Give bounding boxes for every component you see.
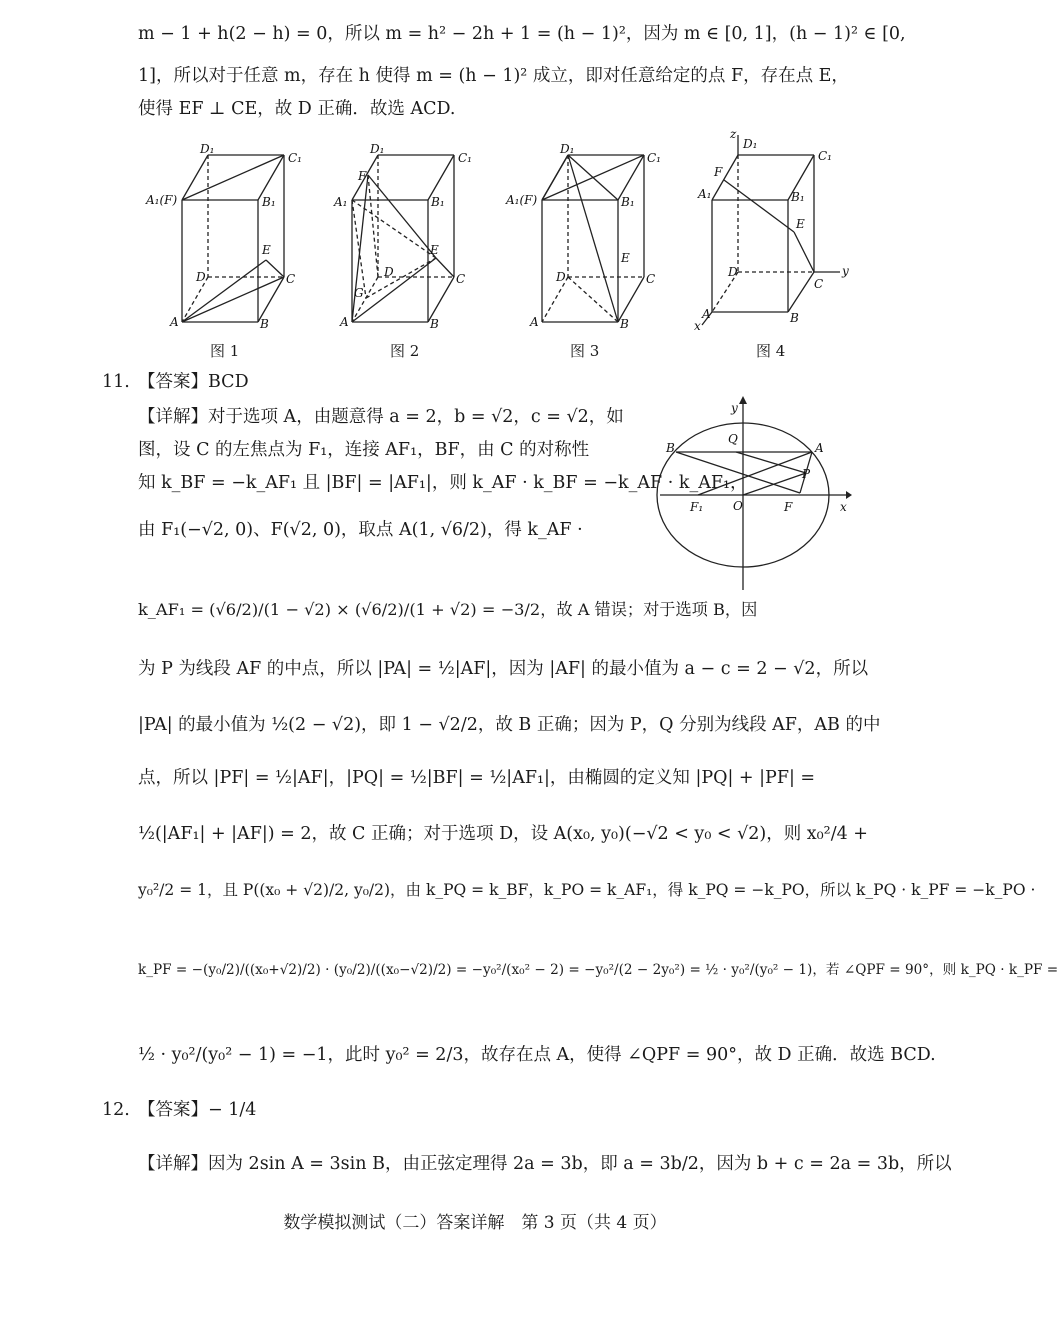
svg-text:C₁: C₁ [458, 151, 472, 165]
svg-text:E: E [262, 243, 271, 257]
svg-text:C: C [456, 272, 466, 286]
svg-text:G: G [354, 286, 364, 300]
svg-text:C: C [286, 272, 296, 286]
text-line: k_AF₁ = (√6/2)/(1 − √2) × (√6/2)/(1 + √2) = −3/2，故 A 错误；对于选项 B，因 [138, 600, 758, 619]
svg-text:D: D [384, 265, 394, 279]
svg-text:C₁: C₁ [288, 151, 302, 165]
svg-text:B₁: B₁ [791, 190, 805, 204]
svg-text:P: P [802, 467, 811, 481]
svg-text:E: E [430, 243, 439, 257]
svg-text:A: A [340, 315, 349, 329]
svg-text:B: B [620, 317, 629, 331]
text-line: 由 F₁(−√2, 0)、F(√2, 0)，取点 A(1, √6/2)，得 k_AF · [138, 520, 583, 540]
svg-text:B₁: B₁ [621, 195, 635, 209]
text-line: 【详解】对于选项 A，由题意得 a = 2，b = √2，c = √2，如 [138, 407, 624, 427]
svg-text:B: B [260, 317, 269, 331]
svg-text:E: E [621, 251, 630, 265]
svg-text:A: A [530, 315, 539, 329]
cut-off-line: m − 1 + h(2 − h) = 0，所以 m = h² − 2h + 1 = (h − 1)²，因为 m ∈ [0, 1]，(h − 1)² ∈ [0, [138, 24, 906, 44]
svg-text:O: O [733, 499, 743, 513]
figure-3-prism [542, 155, 644, 322]
svg-text:A: A [815, 441, 824, 455]
text-line: 图，设 C 的左焦点为 F₁，连接 AF₁，BF，由 C 的对称性 [138, 440, 590, 460]
svg-text:z: z [730, 127, 737, 141]
svg-text:F: F [358, 169, 367, 183]
svg-text:D₁: D₁ [200, 142, 215, 156]
ellipse-diagram [0, 395, 950, 595]
text-line: 使得 EF ⊥ CE，故 D 正确．故选 ACD. [138, 99, 456, 119]
svg-text:F: F [784, 500, 793, 514]
figure-caption: 图 3 [570, 342, 600, 360]
svg-text:B: B [790, 311, 799, 325]
svg-text:B₁: B₁ [431, 195, 445, 209]
question-number: 12. [102, 1100, 130, 1120]
text-line: |PA| 的最小值为 ½(2 − √2)，即 1 − √2/2，故 B 正确；因为 P，Q 分别为线段 AF，AB 的中 [138, 715, 881, 735]
svg-text:D₁: D₁ [560, 142, 575, 156]
figures-row [0, 125, 950, 370]
svg-text:F: F [714, 165, 723, 179]
text-line: 1]，所以对于任意 m，存在 h 使得 m = (h − 1)² 成立，即对任意给定的点 F，存在点 E， [138, 66, 849, 86]
text-line: ½ · y₀²/(y₀² − 1) = −1，此时 y₀² = 2/3，故存在点 A，使得 ∠QPF = 90°，故 D 正确．故选 BCD. [138, 1045, 936, 1065]
svg-text:x: x [840, 500, 847, 514]
figure-caption: 图 4 [756, 342, 786, 360]
svg-text:D: D [196, 270, 206, 284]
figure-1-prism [182, 155, 284, 322]
figure-2-prism [352, 155, 454, 322]
svg-text:F₁: F₁ [690, 500, 704, 514]
svg-text:D: D [556, 270, 566, 284]
svg-text:D₁: D₁ [743, 137, 758, 151]
svg-text:C₁: C₁ [818, 149, 832, 163]
figure-caption: 图 2 [390, 342, 420, 360]
text-line: y₀²/2 = 1，且 P((x₀ + √2)/2, y₀/2)，由 k_PQ = k_BF，k_PO = k_AF₁，得 k_PQ = −k_PO，所以 k_PQ · k_PF = −k_PO · [138, 881, 1036, 899]
svg-text:A: A [170, 315, 179, 329]
svg-text:B₁: B₁ [262, 195, 276, 209]
svg-text:D₁: D₁ [370, 142, 385, 156]
svg-text:C₁: C₁ [647, 151, 661, 165]
figure-caption: 图 1 [210, 342, 240, 360]
text-line: 为 P 为线段 AF 的中点，所以 |PA| = ½|AF|，因为 |AF| 的最小值为 a − c = 2 − √2，所以 [138, 659, 869, 679]
text-line: k_PF = −(y₀/2)/((x₀+√2)/2) · (y₀/2)/((x₀−√2)/2) = −y₀²/(x₀² − 2) = −y₀²/(2 − 2y₀²) = ½ · y₀²/(y₀² − 1)，若 ∠QPF = 90°，则 k_PQ · k_PF = [138, 962, 1058, 978]
svg-text:A: A [702, 307, 711, 321]
svg-text:C: C [814, 277, 824, 291]
text-line: 点，所以 |PF| = ½|AF|，|PQ| = ½|BF| = ½|AF₁|，由椭圆的定义知 |PQ| + |PF| = [138, 768, 816, 788]
svg-text:A₁: A₁ [334, 195, 348, 209]
svg-text:C: C [646, 272, 656, 286]
svg-text:Q: Q [728, 432, 738, 446]
question-number: 11. [102, 372, 130, 392]
svg-text:A₁(F): A₁(F) [506, 193, 538, 207]
svg-text:D: D [728, 265, 738, 279]
svg-text:E: E [796, 217, 805, 231]
figure-4-prism [702, 135, 840, 325]
page-footer: 数学模拟测试（二）答案详解 第 3 页（共 4 页） [283, 1213, 667, 1233]
svg-text:A₁(F): A₁(F) [146, 193, 178, 207]
svg-text:y: y [842, 264, 849, 278]
svg-text:x: x [694, 319, 701, 333]
text-line: 【详解】因为 2sin A = 3sin B，由正弦定理得 2a = 3b，即 a = 3b/2，因为 b + c = 2a = 3b，所以 [138, 1154, 952, 1174]
answer-line: 【答案】BCD [138, 372, 249, 392]
svg-text:y: y [731, 401, 738, 415]
text-line: 知 k_BF = −k_AF₁ 且 |BF| = |AF₁|，则 k_AF · k_BF = −k_AF · k_AF₁， [138, 473, 748, 493]
text-line: ½(|AF₁| + |AF|) = 2，故 C 正确；对于选项 D，设 A(x₀, y₀)(−√2 < y₀ < √2)，则 x₀²/4 + [138, 824, 868, 844]
svg-text:B: B [430, 317, 439, 331]
svg-text:B: B [666, 441, 675, 455]
svg-text:A₁: A₁ [698, 187, 712, 201]
answer-line: 【答案】− 1/4 [138, 1100, 257, 1120]
